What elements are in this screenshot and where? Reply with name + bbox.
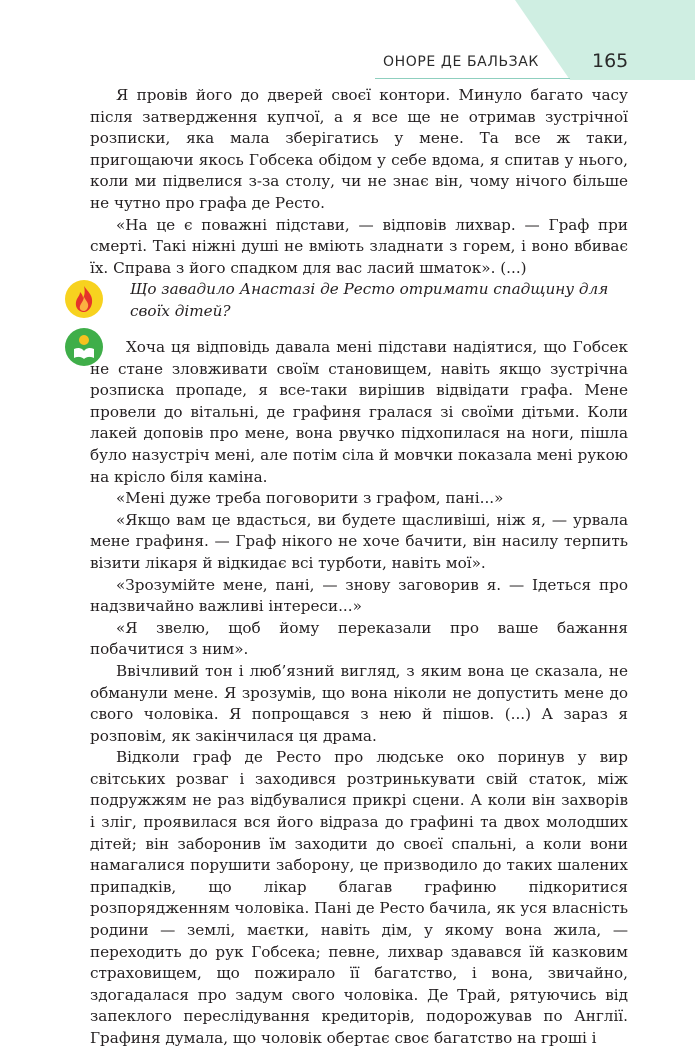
header-rule <box>375 78 570 79</box>
text-block-top <box>90 85 628 279</box>
paragraph: «Якщо вам це вдасться, ви будете щасливіші, ніж я, — урвала мене графиня. — Граф нікого не хоче бачити, він насилу терпить візити лікаря й відкидає всі турботи, навіть мої». <box>90 510 628 572</box>
paragraph: Хоча ця відповідь давала мені підстави надіятися, що Гобсек не стане зловживати своїм становищем, навіть якщо зустрічна розписка пропаде, я все-таки вирішив відвідати графа. Мене провели до вітальні, де графиня гралася зі своїми дітьми. Коли лакей доповів про мене, вона рвучко підхопилася на ноги, пішла було назустріч мені, але потім сіла й мовчки показала мені рукою на крісло біля каміна. <box>90 338 628 486</box>
paragraph: Відколи граф де Ресто про людське око поринув у вир світських розваг і заходився розтринькувати свій статок, між подружжям не раз відбувалися прикрі сцени. А коли він захворів і зліг, проявилася вся його відраза до графині та двох молодших дітей; він заборонив їм заходити до своєї спальні, а коли вони намагалися порушити заборону, це призводило до таких шалених припадків, що лікар благав графиню підкоритися розпорядженням чоловіка. Пані де Ресто бачила, як уся власність родини — землі, маєтки, навіть дім, у якому вона жила, — переходить до рук Гобсека; певне, лихвар здавався їй казковим страховищем, що пожирало її багатство, і вона, звичайно, здогадалася про задум свого чоловіка. Де Трай, рятуючись від запеклого переслідування кредиторів, подорожував по Англії. Графиня думала, що чоловік обертає своє багатство на гроші і <box>90 748 628 1047</box>
question-text: Що завадило Анастазі де Ресто отримати спадщину для своїх дітей? <box>130 280 609 320</box>
page-number: 165 <box>592 50 629 72</box>
text-block-main <box>90 337 628 1050</box>
paragraph: «Зрозумійте мене, пані, — знову заговорив я. — Ідеться про надзвичайно важливі інтереси...» <box>90 575 628 616</box>
paragraph: Ввічливий тон і люб’язний вигляд, з яким вона це сказала, не обманули мене. Я зрозумів, що вона ніколи не допустить мене до свого чоловіка. Я попрощався з нею й пішов. (...) А зараз я розповім, як закінчилася ця драма. <box>90 661 628 745</box>
running-head: ОНОРЕ ДЕ БАЛЬЗАК <box>383 54 539 70</box>
paragraph: Я провів його до дверей своєї контори. Минуло багато часу після затвердження купчої, а я все ще не отримав зустрічної розписки, яка мала зберігатись у мене. Та все ж таки, пригощаючи якось Гобсека обідом у себе вдома, я спитав у нього, коли ми підвелися з-за столу, чи не знає він, чому нічого більше не чутно про графа де Ресто. <box>90 86 628 212</box>
fire-icon <box>64 279 104 319</box>
paragraph: «На це є поважні підстави, — відповів лихвар. — Граф при смерті. Такі ніжні душі не вміють зладнати з горем, і воно вбиває їх. Справа з його спадком для вас ласий шматок». (...) <box>90 215 628 277</box>
header-band <box>0 0 695 80</box>
header-band-shape <box>0 0 695 80</box>
paragraph: «Мені дуже треба поговорити з графом, пані...» <box>116 489 504 508</box>
paragraph: «Я звелю, щоб йому переказали про ваше бажання побачитися з ним». <box>90 618 628 659</box>
